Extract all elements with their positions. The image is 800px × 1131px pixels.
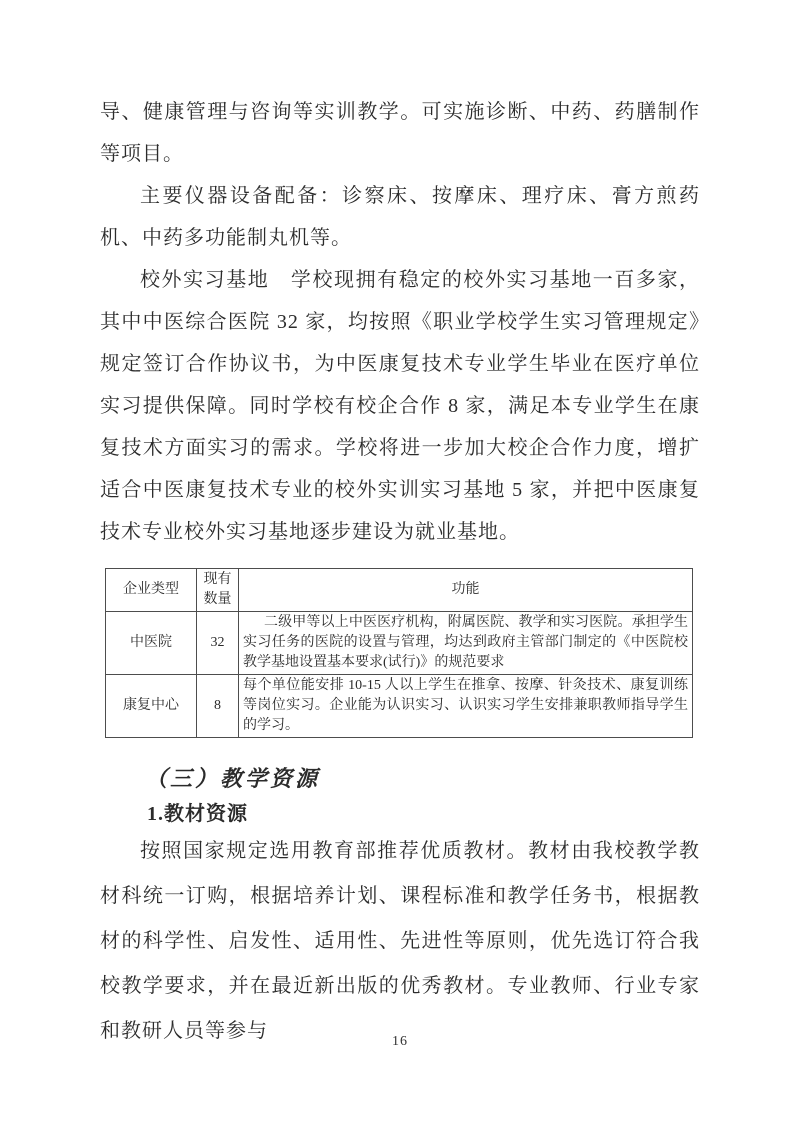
closing-paragraph-block bbox=[100, 829, 700, 1054]
table-header-row bbox=[106, 569, 693, 612]
enterprise-base-table bbox=[105, 568, 693, 738]
paragraph-continuation: 导、健康管理与咨询等实训教学。可实施诊断、中药、药膳制作等项目。 bbox=[100, 101, 700, 165]
paragraph-equipment: 主要仪器设备配备：诊察床、按摩床、理疗床、膏方煎药机、中药多功能制丸机等。 bbox=[100, 185, 700, 249]
subsection-heading-textbook-resources: 1.教材资源 bbox=[147, 803, 248, 825]
table-row bbox=[106, 612, 693, 675]
header-current-count: 现有数量 bbox=[197, 569, 239, 612]
header-function: 功能 bbox=[239, 569, 693, 612]
table-row bbox=[106, 675, 693, 738]
cell-function: 二级甲等以上中医医疗机构，附属医院、教学和实习医院。承担学生实习任务的医院的设置与管理，均达到政府主管部门制定的《中医院校教学基地设置基本要求(试行)》的规范要求 bbox=[239, 612, 693, 675]
cell-current-count: 8 bbox=[197, 675, 239, 738]
header-enterprise-type: 企业类型 bbox=[106, 569, 197, 612]
paragraph-offcampus-bases: 校外实习基地 学校现拥有稳定的校外实习基地一百多家，其中中医综合医院 32 家，均按照《职业学校学生实习管理规定》规定签订合作协议书，为中医康复技术专业学生毕业在医疗单位实习提供保障。同时学校有校企合作 8 家，满足本专业学生在康复技术方面实习的需求。学校将进一步加大校企合作力度，增扩适合中医康复技术专业的校外实训实习基地 5 家，并把中医康复技术专业校外实习基地逐步建设为就业基地。 bbox=[100, 269, 700, 543]
body-paragraphs bbox=[100, 91, 700, 553]
cell-enterprise-type: 康复中心 bbox=[106, 675, 197, 738]
cell-function: 每个单位能安排 10-15 人以上学生在推拿、按摩、针灸技术、康复训练等岗位实习。企业能为认识实习、认识实习学生安排兼职教师指导学生的学习。 bbox=[239, 675, 693, 738]
cell-current-count: 32 bbox=[197, 612, 239, 675]
section-heading-teaching-resources: （三）教学资源 bbox=[145, 766, 321, 791]
cell-enterprise-type: 中医院 bbox=[106, 612, 197, 675]
paragraph-textbook-selection: 按照国家规定选用教育部推荐优质教材。教材由我校教学教材科统一订购，根据培养计划、课程标准和教学任务书，根据教材的科学性、启发性、适用性、先进性等原则，优先选订符合我校教学要求，并在最近新出版的优秀教材。专业教师、行业专家和教研人员等参与 bbox=[100, 840, 700, 1042]
page-number: 16 bbox=[392, 1034, 408, 1049]
